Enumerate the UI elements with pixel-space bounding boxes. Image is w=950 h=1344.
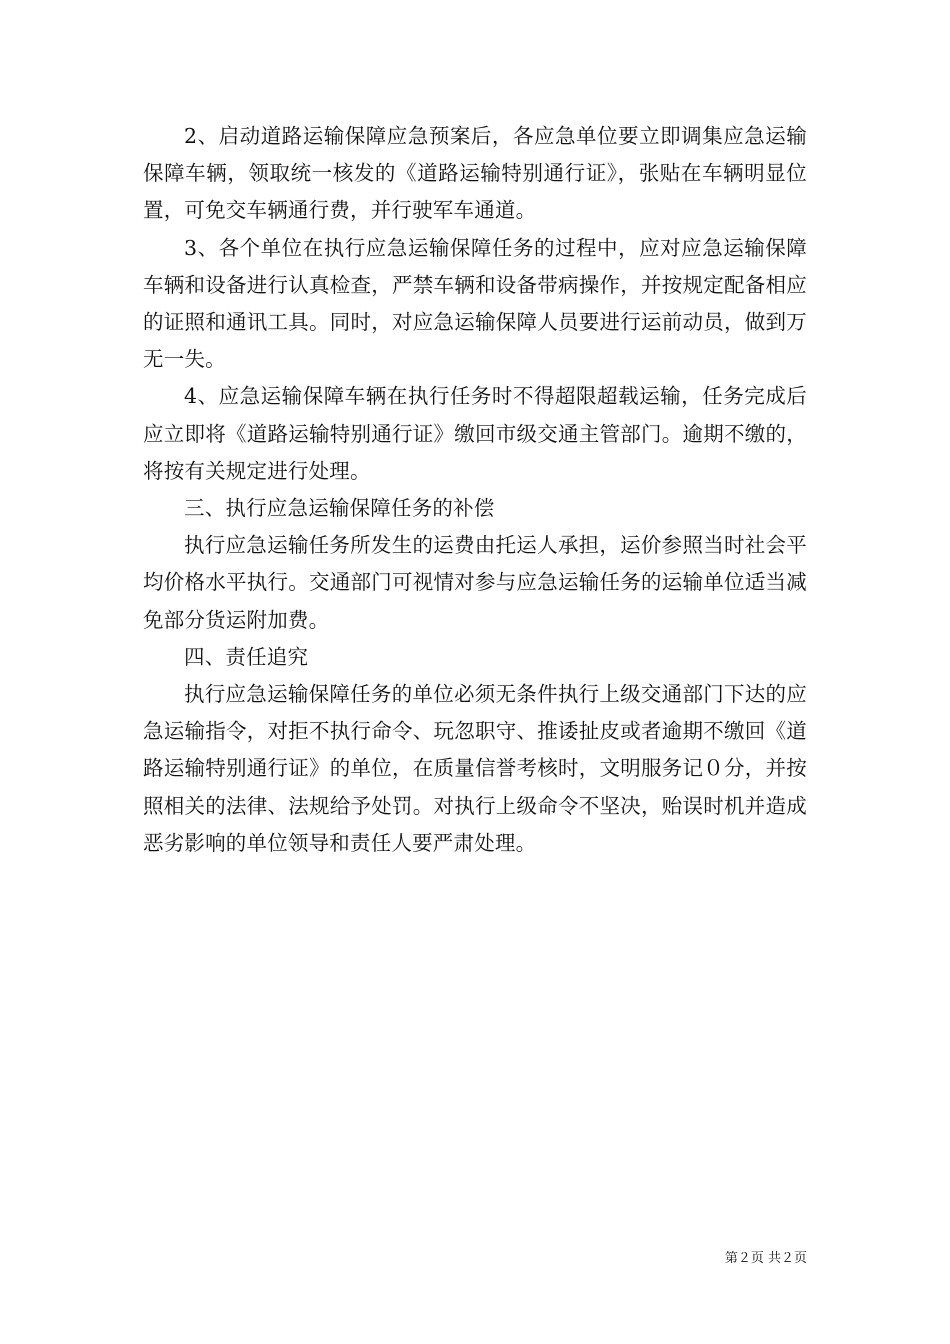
section-heading-compensation: 三、执行应急运输保障任务的补偿 xyxy=(184,496,495,521)
paragraph-accountability: 执行应急运输保障任务的单位必须无条件执行上级交通部门下达的应急运输指令，对拒不执行命令、玩忽职守、推诿扯皮或者逾期不缴回《道路运输特别通行证》的单位，在质量信誉考核时，文明服务记０分，并按照相关的法律、法规给予处罚。对执行上级命令不坚决，贻误时机并造成恶劣影响的单位领导和责任人要严肃处理。 xyxy=(143,682,807,855)
paragraph-compensation: 执行应急运输任务所发生的运费由托运人承担，运价参照当时社会平均价格水平执行。交通部门可视情对参与应急运输任务的运输单位适当减免部分货运附加费。 xyxy=(143,533,807,632)
page-number: 第２页 共２页 xyxy=(724,1251,807,1266)
paragraph-item-3: 3、各个单位在执行应急运输保障任务的过程中，应对应急运输保障车辆和设备进行认真检查，严禁车辆和设备带病操作，并按规定配备相应的证照和通讯工具。同时，对应急运输保障人员要进行运前动员，做到万无一失。 xyxy=(143,235,807,372)
section-heading-accountability: 四、责任追究 xyxy=(184,644,309,669)
paragraph-item-2: 2、启动道路运输保障应急预案后，各应急单位要立即调集应急运输保障车辆，领取统一核发的《道路运输特别通行证》，张贴在车辆明显位置，可免交车辆通行费，并行驶军车通道。 xyxy=(143,124,807,223)
document-body xyxy=(143,118,807,862)
paragraph-item-4: 4、应急运输保障车辆在执行任务时不得超限超载运输，任务完成后应立即将《道路运输特别通行证》缴回市级交通主管部门。逾期不缴的，将按有关规定进行处理。 xyxy=(143,384,807,483)
